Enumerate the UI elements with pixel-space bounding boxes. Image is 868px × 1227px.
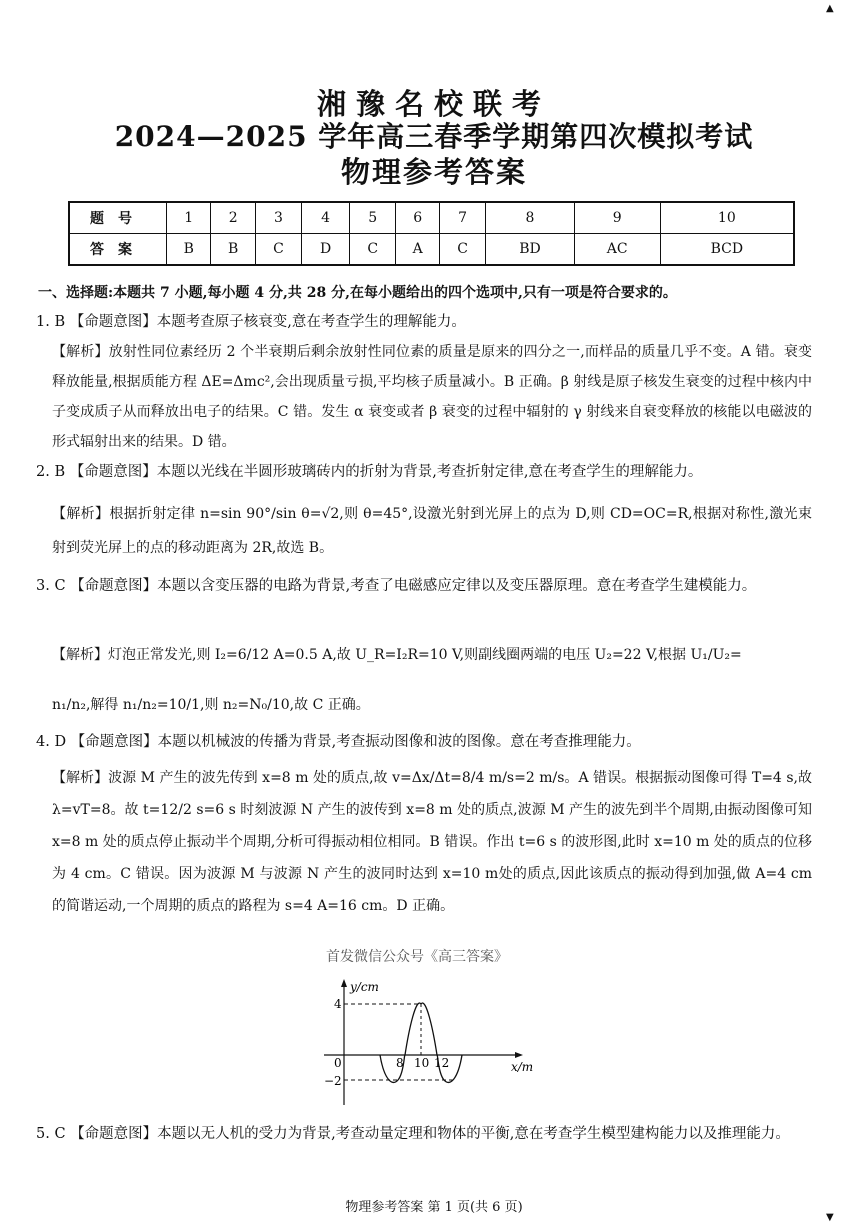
q2-explanation: 【解析】根据折射定律 n=sin 90°/sin θ=√2,则 θ=45°,设激光射到光屏上的点为 D,则 CD=OC=R,根据对称性,激光束射到荧光屏上的点的移动距离为 2R,故选 B。 <box>52 506 812 556</box>
row-header: 题号 <box>69 202 167 234</box>
exam-name-title: 2024—2025 学年高三春季学期第四次模拟考试 <box>114 120 754 153</box>
wave-graph <box>320 975 550 1110</box>
question-number-row <box>69 202 794 234</box>
q1-explanation: 【解析】放射性同位素经历 2 个半衰期后剩余放射性同位素的质量是原来的四分之一,而样品的质量几乎不变。A 错。衰变释放能量,根据质能方程 ΔE=Δmc²,会出现质量亏损,平均核子质量减小。B 正确。β 射线是原子核发生衰变的过程中核内中子变成质子从而释放出电子的结果。C 错。发生 α 衰变或者 β 衰变的过程中辐射的 γ 射线来自衰变释放的核能以电磁波的形式辐射出来的结果。D 错。 <box>52 344 812 450</box>
corner-mark: ▼ <box>826 1212 834 1223</box>
answer-row <box>69 234 794 266</box>
exam-org-title: 湘豫名校联考 <box>316 87 551 121</box>
y-tick-label: 4 <box>334 997 342 1011</box>
question-number-cell: 3 <box>255 202 301 234</box>
y-axis-label: y/cm <box>350 980 379 994</box>
watermark-text: 首发微信公众号《高三答案》 <box>326 949 508 965</box>
answer-cell: C <box>440 234 486 266</box>
answer-cell: B <box>211 234 255 266</box>
answer-cell: A <box>396 234 440 266</box>
origin-label: 0 <box>334 1056 342 1070</box>
x-tick-label: 8 <box>396 1056 404 1070</box>
answer-cell: C <box>255 234 301 266</box>
question-number-cell: 5 <box>350 202 396 234</box>
corner-mark: ▲ <box>826 3 834 14</box>
answer-cell: BD <box>486 234 575 266</box>
x-tick-label: 12 <box>434 1056 450 1070</box>
q3-heading: 3. C 【命题意图】本题以含变压器的电路为背景,考查了电磁感应定律以及变压器原理。意在考查学生建模能力。 <box>36 578 757 594</box>
answer-table <box>68 201 795 266</box>
question-number-cell: 9 <box>574 202 660 234</box>
y-tick-label: −2 <box>324 1074 342 1088</box>
q2-heading: 2. B 【命题意图】本题以光线在半圆形玻璃砖内的折射为背景,考查折射定律,意在考查学生的理解能力。 <box>36 464 703 480</box>
question-number-cell: 10 <box>660 202 794 234</box>
q1-heading: 1. B 【命题意图】本题考查原子核衰变,意在考查学生的理解能力。 <box>36 314 466 330</box>
q4-explanation: 【解析】波源 M 产生的波先传到 x=8 m 处的质点,故 v=Δx/Δt=8/4 m/s=2 m/s。A 错误。根据振动图像可得 T=4 s,故 λ=vT=8。故 t=12/2 s=6 s 时刻波源 N 产生的波传到 x=8 m 处的质点,波源 M 产生的波先到半个周期,由振动图像可知 x=8 m 处的质点停止振动半个周期,分析可得振动相位相同。B 错误。作出 t=6 s 的波形图,此时 x=10 m 处的质点的位移为 4 cm。C 错误。因为波源 M 与波源 N 产生的波同时达到 x=10 m处的质点,因此该质点的振动得到加强,做 A=4 cm 的简谐运动,一个周期的质点的路程为 s=4 A=16 cm。D 正确。 <box>52 770 812 914</box>
section-heading: 一、选择题:本题共 7 小题,每小题 4 分,共 28 分,在每小题给出的四个选项中,只有一项是符合要求的。 <box>38 285 677 301</box>
answer-cell: BCD <box>660 234 794 266</box>
answer-cell: B <box>167 234 211 266</box>
x-tick-label: 10 <box>414 1056 430 1070</box>
answer-cell: C <box>350 234 396 266</box>
question-number-cell: 7 <box>440 202 486 234</box>
page-footer: 物理参考答案 第 1 页(共 6 页) <box>345 1200 523 1215</box>
question-number-cell: 2 <box>211 202 255 234</box>
q3-explanation-line1: 【解析】灯泡正常发光,则 I₂=6/12 A=0.5 A,故 U_R=I₂R=10 V,则副线圈两端的电压 U₂=22 V,根据 U₁/U₂= <box>52 647 742 663</box>
q5-heading: 5. C 【命题意图】本题以无人机的受力为背景,考查动量定理和物体的平衡,意在考查学生模型建构能力以及推理能力。 <box>36 1126 790 1142</box>
x-axis-label: x/m <box>511 1060 534 1074</box>
x-axis-arrow <box>515 1052 523 1058</box>
answer-cell: AC <box>574 234 660 266</box>
y-axis-arrow <box>341 979 347 987</box>
question-number-cell: 4 <box>302 202 350 234</box>
answer-cell: D <box>302 234 350 266</box>
q4-heading: 4. D 【命题意图】本题以机械波的传播为背景,考查振动图像和波的图像。意在考查推理能力。 <box>36 734 641 750</box>
answer-key-title: 物理参考答案 <box>340 155 527 189</box>
row-header: 答案 <box>69 234 167 266</box>
q3-explanation-line2: n₁/n₂,解得 n₁/n₂=10/1,则 n₂=N₀/10,故 C 正确。 <box>52 697 370 713</box>
question-number-cell: 8 <box>486 202 575 234</box>
question-number-cell: 6 <box>396 202 440 234</box>
question-number-cell: 1 <box>167 202 211 234</box>
